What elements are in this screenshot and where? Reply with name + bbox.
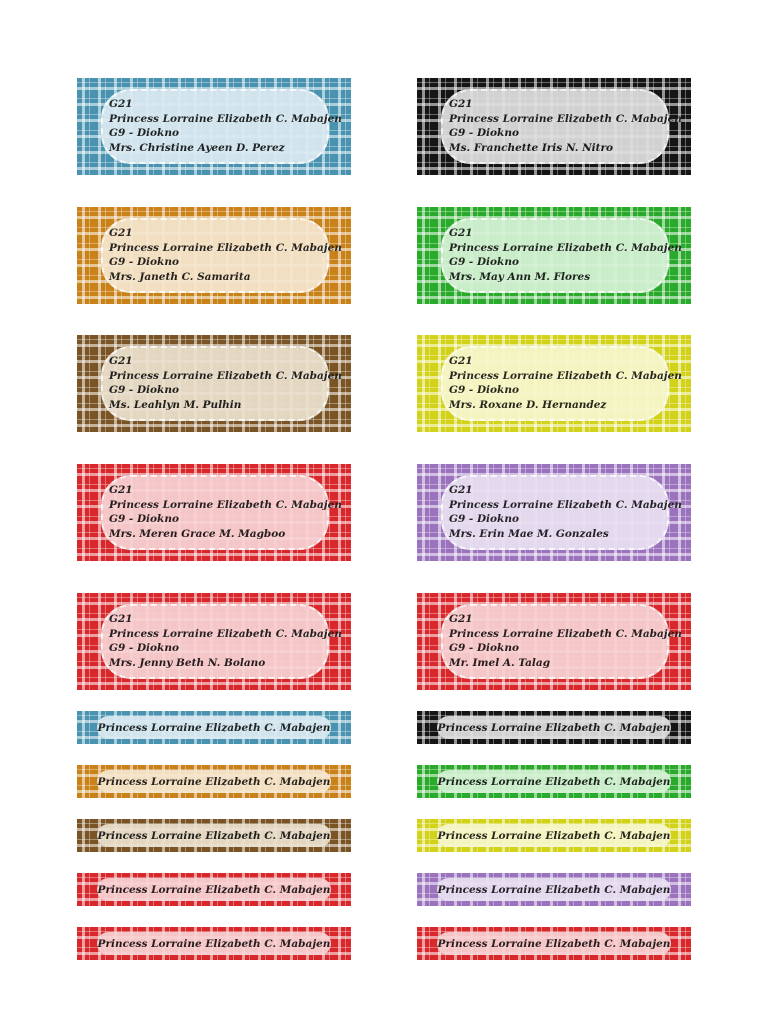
student-name: Princess Lorraine Elizabeth C. Mabajen [109, 241, 342, 254]
student-name: Princess Lorraine Elizabeth C. Mabajen [449, 241, 682, 254]
name-label-large [77, 593, 351, 690]
label-text-panel [101, 89, 342, 164]
student-name: Princess Lorraine Elizabeth C. Mabajen [449, 112, 682, 125]
student-name: Princess Lorraine Elizabeth C. Mabajen [109, 112, 342, 125]
teacher-name: Mrs. Meren Grace M. Magboo [109, 527, 286, 540]
teacher-name: Mrs. Jenny Beth N. Bolano [109, 656, 266, 669]
label-text-panel [97, 932, 331, 955]
student-name: Princess Lorraine Elizabeth C. Mabajen [449, 369, 682, 382]
name-label-small [417, 873, 691, 906]
name-label-small [77, 819, 351, 852]
group-code: G21 [449, 355, 473, 367]
name-label-small [417, 819, 691, 852]
teacher-name: Mrs. Janeth C. Samarita [109, 270, 251, 283]
student-name: Princess Lorraine Elizabeth C. Mabajen [97, 775, 331, 788]
group-code: G21 [449, 613, 473, 625]
name-label-large [77, 78, 351, 175]
student-name: Princess Lorraine Elizabeth C. Mabajen [449, 498, 682, 511]
section: G9 - Diokno [109, 384, 179, 397]
student-name: Princess Lorraine Elizabeth C. Mabajen [437, 883, 671, 896]
name-label-small [77, 711, 351, 744]
name-label-large [77, 464, 351, 561]
student-name: Princess Lorraine Elizabeth C. Mabajen [449, 627, 682, 640]
label-text-panel [441, 89, 682, 164]
label-text-panel [437, 932, 671, 955]
label-text-panel [97, 770, 331, 793]
label-text-panel [441, 346, 682, 421]
teacher-name: Mrs. Erin Mae M. Gonzales [449, 527, 609, 540]
label-text-panel [97, 824, 331, 847]
student-name: Princess Lorraine Elizabeth C. Mabajen [109, 627, 342, 640]
label-text-panel [101, 604, 342, 679]
teacher-name: Ms. Franchette Iris N. Nitro [449, 141, 614, 154]
name-label-small [417, 927, 691, 960]
group-code: G21 [109, 98, 133, 110]
label-text-panel [441, 475, 682, 550]
label-text-panel [101, 218, 342, 293]
label-text-panel [97, 716, 331, 739]
label-text-panel [437, 716, 671, 739]
label-text-panel [437, 824, 671, 847]
section: G9 - Diokno [449, 256, 519, 269]
student-name: Princess Lorraine Elizabeth C. Mabajen [437, 829, 671, 842]
name-label-large [417, 593, 691, 690]
section: G9 - Diokno [449, 127, 519, 140]
name-label-large [77, 335, 351, 432]
student-name: Princess Lorraine Elizabeth C. Mabajen [97, 937, 331, 950]
student-name: Princess Lorraine Elizabeth C. Mabajen [97, 721, 331, 734]
student-name: Princess Lorraine Elizabeth C. Mabajen [97, 829, 331, 842]
teacher-name: Mrs. May Ann M. Flores [449, 270, 591, 283]
group-code: G21 [449, 484, 473, 496]
section: G9 - Diokno [109, 127, 179, 140]
name-label-small [77, 765, 351, 798]
name-label-small [417, 711, 691, 744]
name-label-large [417, 207, 691, 304]
student-name: Princess Lorraine Elizabeth C. Mabajen [109, 498, 342, 511]
name-label-large [417, 464, 691, 561]
section: G9 - Diokno [109, 256, 179, 269]
student-name: Princess Lorraine Elizabeth C. Mabajen [437, 775, 671, 788]
group-code: G21 [109, 355, 133, 367]
group-code: G21 [109, 613, 133, 625]
teacher-name: Mrs. Christine Ayeen D. Perez [109, 141, 285, 154]
label-text-panel [101, 475, 342, 550]
section: G9 - Diokno [449, 513, 519, 526]
label-text-panel [437, 878, 671, 901]
student-name: Princess Lorraine Elizabeth C. Mabajen [97, 883, 331, 896]
section: G9 - Diokno [109, 513, 179, 526]
group-code: G21 [449, 227, 473, 239]
name-label-large [417, 78, 691, 175]
teacher-name: Mr. Imel A. Talag [449, 656, 551, 669]
name-label-large [417, 335, 691, 432]
student-name: Princess Lorraine Elizabeth C. Mabajen [437, 721, 671, 734]
teacher-name: Ms. Leahlyn M. Pulhin [109, 398, 242, 411]
student-name: Princess Lorraine Elizabeth C. Mabajen [109, 369, 342, 382]
teacher-name: Mrs. Roxane D. Hernandez [449, 398, 607, 411]
section: G9 - Diokno [449, 642, 519, 655]
label-text-panel [441, 218, 682, 293]
label-text-panel [437, 770, 671, 793]
section: G9 - Diokno [109, 642, 179, 655]
label-text-panel [441, 604, 682, 679]
student-name: Princess Lorraine Elizabeth C. Mabajen [437, 937, 671, 950]
name-label-large [77, 207, 351, 304]
label-text-panel [97, 878, 331, 901]
label-text-panel [101, 346, 342, 421]
group-code: G21 [109, 227, 133, 239]
name-label-small [77, 873, 351, 906]
group-code: G21 [109, 484, 133, 496]
group-code: G21 [449, 98, 473, 110]
section: G9 - Diokno [449, 384, 519, 397]
name-label-small [417, 765, 691, 798]
name-label-small [77, 927, 351, 960]
